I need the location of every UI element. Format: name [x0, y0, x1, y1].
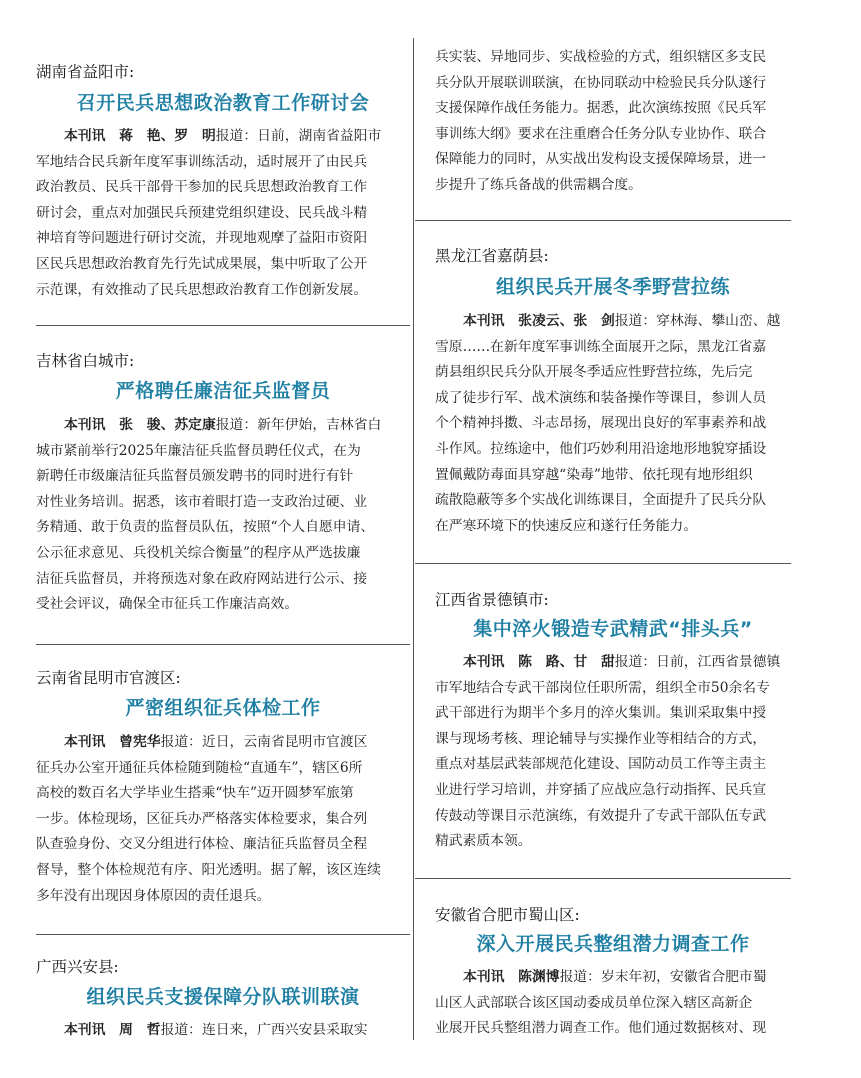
divider	[36, 644, 410, 645]
region-label: 吉林省白城市:	[36, 352, 135, 370]
divider	[36, 934, 410, 935]
article-headline: 组织民兵开展冬季野营拉练	[495, 276, 730, 298]
body-line: 征兵办公室开通征兵体检随到随检“直通车”，辖区6所	[36, 759, 363, 776]
divider	[415, 563, 791, 564]
body-line: 神培育等问题进行研讨交流，并现地观摩了益阳市资阳	[36, 230, 368, 247]
body-line: 一步。体检现场，区征兵办严格落实体检要求，集合列	[36, 810, 368, 827]
body-line: 业进行学习培训，并穿插了应战应急行动指挥、民兵宣	[435, 781, 767, 798]
body-line: 军地结合民兵新年度军事训练活动，适时展开了由民兵	[36, 153, 368, 170]
body-line: 武干部进行为期半个多月的淬火集训。集训采取集中授	[435, 705, 767, 722]
body-line: 本刊讯 蒋 艳、罗 明报道：日前，湖南省益阳市	[64, 128, 382, 144]
body-line: 市军地结合专武干部岗位任职所需，组织全市50余名专	[435, 679, 770, 696]
body-line: 务精通、敢于负责的监督员队伍，按照“个人自愿申请、	[36, 519, 375, 536]
body-line: 兵分队开展联训联演，在协同联动中检验民兵分队遂行	[435, 74, 767, 91]
article-body	[435, 309, 791, 539]
article-body	[435, 650, 791, 855]
article-headline: 严格聘任廉洁征兵监督员	[115, 380, 331, 402]
body-line: 督导，整个体检规范有序、阳光透明。据了解，该区连续	[36, 861, 381, 878]
body-line: 个个精神抖擞、斗志昂扬，展现出良好的军事素养和战	[435, 415, 767, 432]
byline: 本刊讯 周 哲	[64, 1022, 161, 1038]
article-headline: 组织民兵支援保障分队联训联演	[86, 986, 360, 1008]
body-line: 山区人武部联合该区国动委成员单位深入辖区高新企	[435, 994, 753, 1011]
byline: 本刊讯 张凌云、张 剑	[463, 313, 615, 329]
body-line: 受社会评议，确保全市征兵工作廉洁高效。	[36, 596, 299, 613]
body-line: 洁征兵监督员，并将预选对象在政府网站进行公示、接	[36, 570, 368, 587]
body-line: 政治教员、民兵干部骨干参加的民兵思想政治教育工作	[36, 179, 368, 196]
body-line: 兵实装、异地同步、实战检验的方式，组织辖区多支民	[435, 49, 767, 65]
divider	[36, 325, 410, 326]
body-line: 保障能力的同时，从实战出发构设支援保障场景，进一	[435, 151, 767, 168]
byline: 本刊讯 陈 路、甘 甜	[463, 654, 615, 670]
body-line: 研讨会，重点对加强民兵预建党组织建设、民兵战斗精	[36, 204, 368, 221]
body-line: 城市紧前举行2025年廉洁征兵监督员聘任仪式，在为	[36, 442, 361, 459]
byline: 本刊讯 蒋 艳、罗 明	[64, 128, 216, 144]
byline: 本刊讯 张 骏、苏定康	[64, 417, 216, 433]
body-line: 对性业务培训。据悉，该市着眼打造一支政治过硬、业	[36, 493, 368, 510]
body-line: 重点对基层武装部规范化建设、国防动员工作等主责主	[435, 756, 767, 773]
byline: 本刊讯 曾宪华	[64, 734, 161, 750]
body-line: 课与现场考核、理论辅导与实操作业等相结合的方式，	[435, 730, 767, 747]
article-body	[36, 413, 410, 618]
body-line: 雪原……在新年度军事训练全面展开之际，黑龙江省嘉	[435, 338, 767, 355]
article-body	[435, 45, 791, 199]
body-line: 本刊讯 陈渊博报道：岁末年初，安徽省合肥市蜀	[463, 969, 767, 985]
column-divider	[413, 38, 414, 1040]
body-line: 队查验身份、交叉分组进行体检、廉洁征兵监督员全程	[36, 836, 368, 853]
body-line: 示范课，有效推动了民兵思想政治教育工作创新发展。	[36, 281, 368, 298]
body-line: 支援保障作战任务能力。据悉，此次演练按照《民兵军	[435, 100, 767, 117]
body-line: 步提升了练兵备战的供需耦合度。	[435, 176, 642, 193]
body-line: 业展开民兵整组潜力调查工作。他们通过数据核对、现	[435, 1020, 767, 1037]
body-line: 区民兵思想政治教育先行先试成果展，集中听取了公开	[36, 255, 368, 272]
body-line: 高校的数百名大学毕业生搭乘“快车”迈开圆梦军旅第	[36, 785, 354, 802]
region-label: 安徽省合肥市蜀山区:	[435, 906, 580, 924]
article-headline: 深入开展民兵整组潜力调查工作	[476, 933, 750, 955]
body-line: 事训练大纲》要求在注重磨合任务分队专业协作、联合	[435, 125, 767, 142]
body-line: 斗作风。拉练途中，他们巧妙利用沿途地形地貌穿插设	[435, 440, 767, 457]
region-label: 广西兴安县:	[36, 958, 119, 976]
article-body	[36, 124, 410, 303]
article-body	[36, 1018, 410, 1044]
byline: 本刊讯 陈渊博	[463, 969, 560, 985]
body-line: 置佩戴防毒面具穿越“染毒”地带、依托现有地形组织	[435, 466, 753, 483]
body-line: 本刊讯 张凌云、张 剑报道：穿林海、攀山峦、越	[463, 313, 781, 329]
article-headline: 严密组织征兵体检工作	[125, 697, 321, 719]
body-line: 荫县组织民兵分队开展冬季适应性野营拉练，先后完	[435, 364, 753, 381]
body-line: 在严寒环境下的快速反应和遂行任务能力。	[435, 517, 698, 534]
body-line: 传鼓动等课目示范演练，有效提升了专武干部队伍专武	[435, 807, 767, 824]
body-line: 本刊讯 陈 路、甘 甜报道：日前，江西省景德镇	[463, 654, 781, 670]
region-label: 黑龙江省嘉荫县:	[435, 247, 549, 265]
body-line: 本刊讯 周 哲报道：连日来，广西兴安县采取实	[64, 1022, 368, 1038]
article-headline: 召开民兵思想政治教育工作研讨会	[76, 92, 370, 114]
body-line: 本刊讯 张 骏、苏定康报道：新年伊始，吉林省白	[64, 417, 382, 433]
body-line: 新聘任市级廉洁征兵监督员颁发聘书的同时进行有针	[36, 468, 354, 485]
region-label: 江西省景德镇市:	[435, 591, 549, 609]
body-line: 精武素质本领。	[435, 833, 532, 850]
body-line: 公示征求意见、兵役机关综合衡量”的程序从严选拔廉	[36, 544, 361, 561]
body-line: 疏散隐蔽等多个实战化训练课目，全面提升了民兵分队	[435, 492, 767, 509]
body-line: 成了徒步行军、战术演练和装备操作等课目，参训人员	[435, 389, 767, 406]
article-body	[36, 730, 410, 909]
region-label: 云南省昆明市官渡区:	[36, 669, 181, 687]
region-label: 湖南省益阳市:	[36, 63, 135, 81]
article-body	[435, 965, 791, 1042]
article-headline: 集中淬火锻造专武精武“排头兵”	[473, 618, 753, 640]
body-line: 多年没有出现因身体原因的责任退兵。	[36, 887, 271, 904]
divider	[415, 220, 791, 221]
divider	[415, 878, 791, 879]
body-line: 本刊讯 曾宪华报道：近日，云南省昆明市官渡区	[64, 734, 368, 750]
